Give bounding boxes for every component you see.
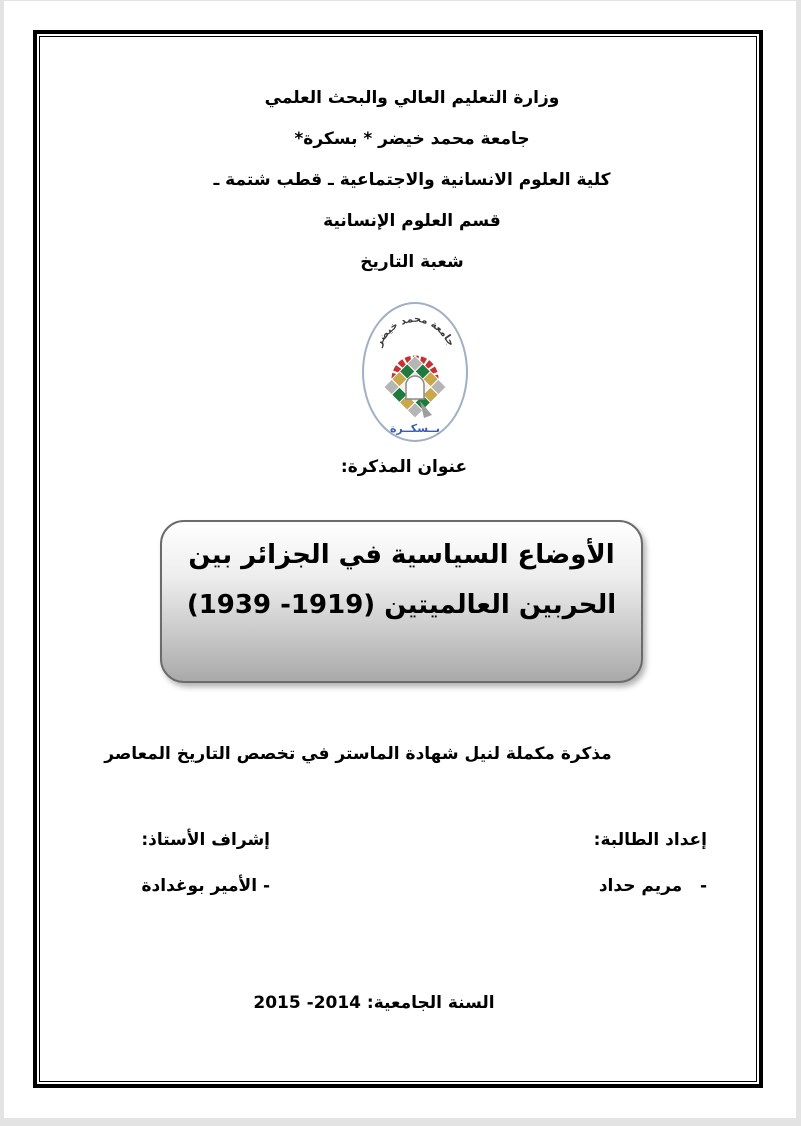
- logo-keyhole-arch: [406, 376, 424, 399]
- logo-top-text: جامعة محمد خيضر: [373, 313, 457, 349]
- logo-city-text: بــسكــرة: [389, 422, 441, 435]
- student-name: - مريم حداد: [598, 876, 707, 896]
- institution-header: [16, 87, 796, 292]
- academic-year-line: السنة الجامعية: 2014- 2015: [253, 993, 495, 1013]
- university-logo-icon: [360, 299, 470, 445]
- supervised-by-label: إشراف الأستاذ:: [141, 830, 270, 850]
- degree-line: مذكرة مكملة لنيل شهادة الماستر في تخصص التاريخ المعاصر: [104, 744, 612, 764]
- memo-title-label: عنوان المذكرة:: [340, 457, 468, 477]
- prepared-by-label: إعداد الطالبة:: [593, 830, 707, 850]
- university-line: جامعة محمد خيضر * بسكرة*: [294, 129, 530, 149]
- title-box: [160, 520, 643, 683]
- ministry-line: وزارة التعليم العالي والبحث العلمي: [264, 88, 560, 108]
- supervised-by-block: [141, 829, 270, 897]
- supervisor-name: - الأمير بوغدادة: [141, 876, 270, 896]
- title-line-2: الحربين العالميتين (1919- 1939): [186, 590, 617, 620]
- department-line: قسم العلوم الإنسانية: [323, 211, 501, 231]
- faculty-line: كلية العلوم الانسانية والاجتماعية ـ قطب شتمة ـ: [213, 170, 611, 190]
- prepared-by-block: [594, 829, 707, 897]
- title-line-1: الأوضاع السياسية في الجزائر بين: [188, 540, 615, 570]
- branch-line: شعبة التاريخ: [360, 252, 464, 272]
- document-page: [4, 1, 796, 1118]
